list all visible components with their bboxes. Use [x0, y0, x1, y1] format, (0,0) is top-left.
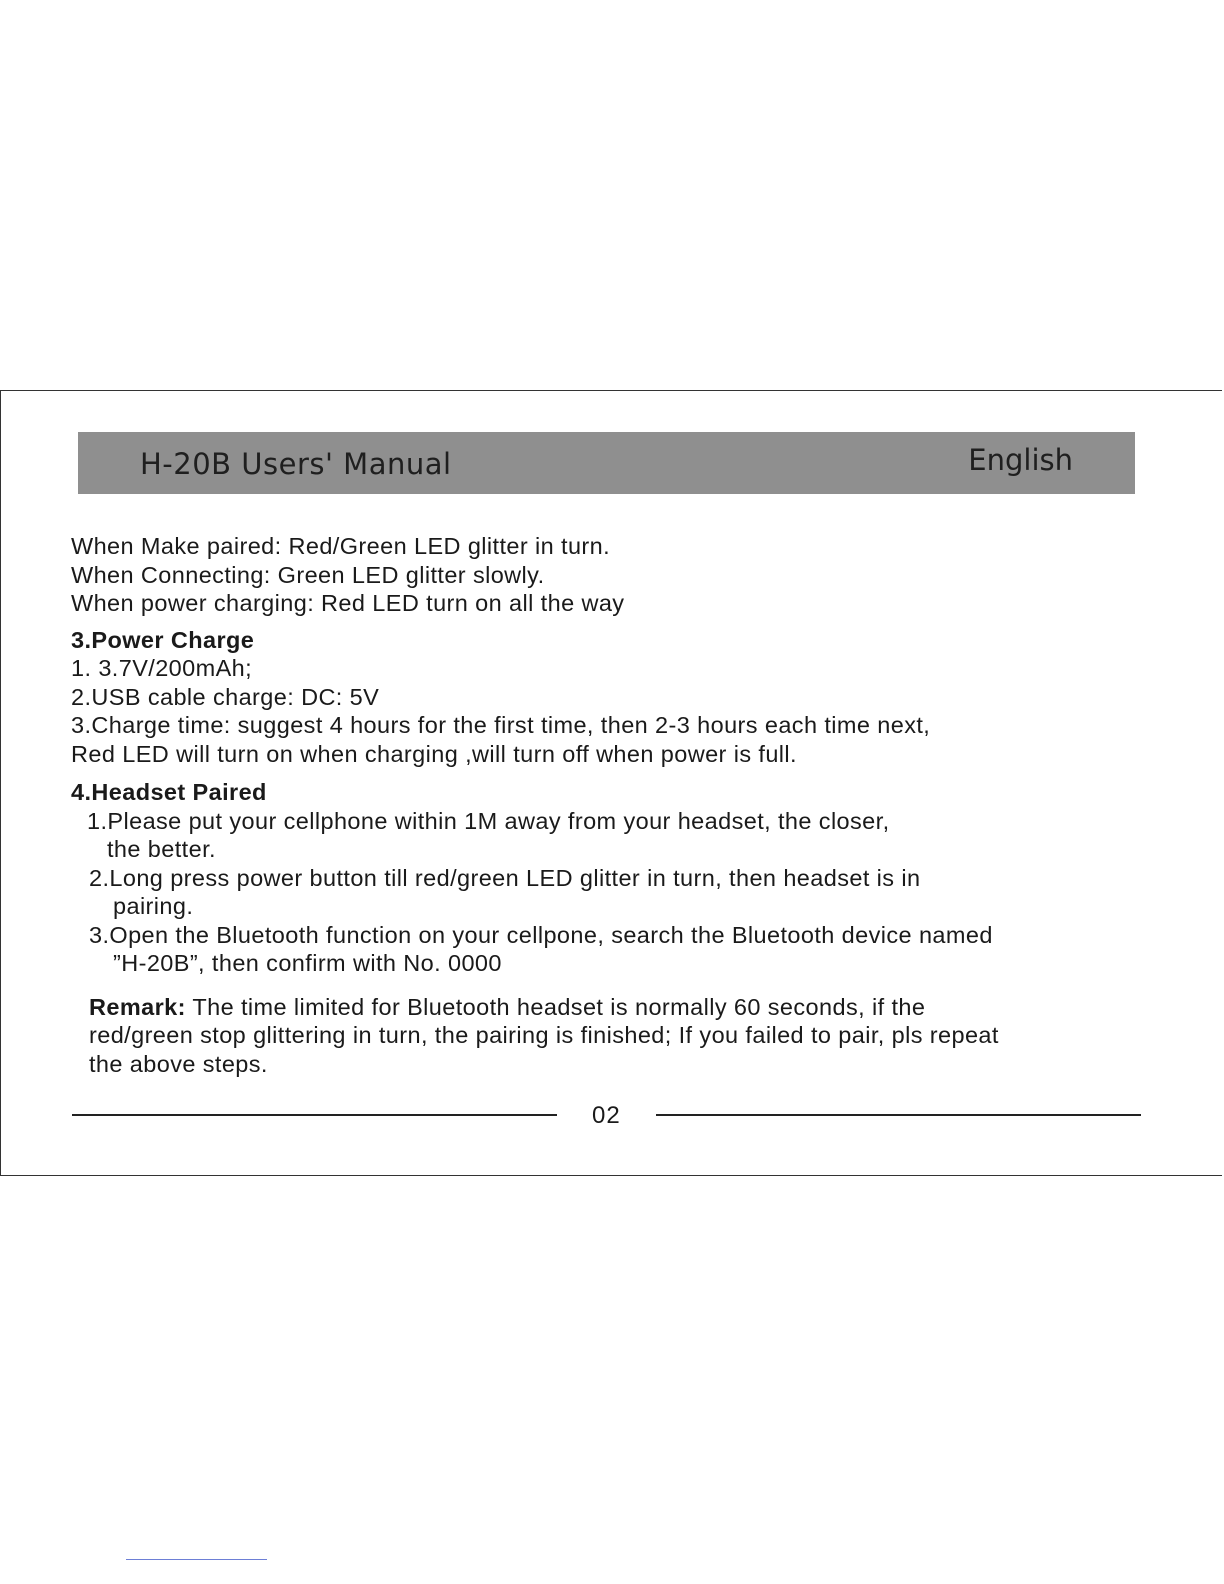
remark-text: the above steps. — [89, 1050, 268, 1077]
remark-text: red/green stop glittering in turn, the pairing is finished; If you failed to pair, pls repeat — [89, 1022, 999, 1048]
bottom-underline — [126, 1559, 267, 1560]
power-charge-line: 2.USB cable charge: DC: 5V — [71, 683, 380, 710]
pairing-step-continuation: pairing. — [113, 893, 194, 919]
power-charge-line: 1. 3.7V/200mAh; — [71, 655, 253, 681]
pairing-step-continuation: the better. — [107, 836, 216, 862]
led-status-line: When Make paired: Red/Green LED glitter in turn. — [71, 533, 611, 559]
footer-divider-left — [72, 1114, 557, 1116]
pairing-step: 2.Long press power button till red/green LED glitter in turn, then headset is in — [89, 864, 921, 891]
section-heading: 3.Power Charge — [71, 626, 255, 653]
power-charge-line: Red LED will turn on when charging ,will turn off when power is full. — [71, 740, 797, 767]
pairing-step: 3.Open the Bluetooth function on your cellpone, search the Bluetooth device named — [89, 921, 993, 948]
manual-content — [71, 532, 1151, 1078]
pairing-step: 1.Please put your cellphone within 1M away from your headset, the closer, — [87, 807, 890, 834]
headset-paired-section — [71, 778, 1151, 978]
section-heading: 4.Headset Paired — [71, 779, 267, 805]
pairing-step-continuation: ”H-20B”, then confirm with No. 0000 — [113, 950, 502, 976]
remark-section — [71, 993, 1151, 1079]
page-number: 02 — [592, 1102, 621, 1129]
power-charge-section — [71, 626, 1151, 769]
led-status-line: When power charging: Red LED turn on all the way — [71, 590, 625, 616]
remark-text: The time limited for Bluetooth headset is normally 60 seconds, if the — [185, 993, 926, 1020]
manual-title: H-20B Users' Manual — [140, 447, 452, 481]
manual-header — [78, 432, 1135, 494]
language-label: English — [968, 443, 1073, 477]
remark-label: Remark: — [89, 993, 186, 1020]
power-charge-line: 3.Charge time: suggest 4 hours for the first time, then 2-3 hours each time next, — [71, 712, 931, 738]
led-status-section — [71, 532, 1151, 618]
footer-divider-right — [656, 1114, 1141, 1116]
page-footer — [72, 1100, 1141, 1132]
led-status-line: When Connecting: Green LED glitter slowly. — [71, 561, 545, 588]
